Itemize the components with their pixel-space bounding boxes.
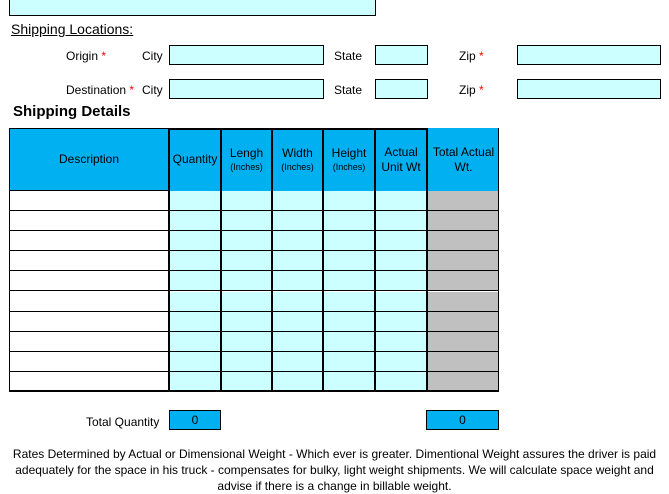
cell-length[interactable] [221,292,272,312]
cell-description[interactable] [9,271,169,291]
col-border-3 [271,128,273,392]
origin-zip-label [459,49,484,63]
origin-city-label: City [142,49,163,63]
origin-state-label: State [334,49,363,63]
cell-actual-unit-wt[interactable] [375,271,427,291]
cell-description[interactable] [9,251,169,271]
cell-actual-unit-wt[interactable] [375,251,427,271]
cell-length[interactable] [221,211,272,231]
shipping-details-table [9,128,499,392]
destination-zip-label [459,83,484,97]
table-top-border [168,128,428,130]
cell-actual-unit-wt[interactable] [375,352,427,372]
cell-height[interactable] [323,372,375,392]
header-width-unit: (Inches) [281,162,314,172]
cell-actual-unit-wt[interactable] [375,372,427,392]
cell-quantity[interactable] [169,332,221,352]
cell-quantity[interactable] [169,231,221,251]
cell-length[interactable] [221,372,272,392]
cell-length[interactable] [221,231,272,251]
cell-quantity[interactable] [169,372,221,392]
cell-height[interactable] [323,271,375,291]
cell-quantity[interactable] [169,191,221,211]
cell-height[interactable] [323,191,375,211]
cell-height[interactable] [323,312,375,332]
cell-total-actual-wt [427,191,499,211]
origin-label [66,49,106,63]
top-partial-input[interactable] [9,0,376,16]
total-quantity-label: Total Quantity [86,415,160,429]
origin-required-mark: * [101,49,107,63]
cell-quantity[interactable] [169,352,221,372]
destination-zip-input[interactable] [517,79,661,99]
cell-width[interactable] [272,312,323,332]
cell-description[interactable] [9,332,169,352]
cell-actual-unit-wt[interactable] [375,332,427,352]
shipping-locations-title: Shipping Locations: [11,21,134,37]
origin-zip-required-mark: * [479,49,484,63]
col-border-2 [220,128,222,392]
header-height [323,128,375,191]
cell-quantity[interactable] [169,211,221,231]
cell-description[interactable] [9,372,169,392]
header-height-label: Height [331,146,367,160]
cell-actual-unit-wt[interactable] [375,231,427,251]
col-border-5 [374,128,376,392]
cell-description[interactable] [9,352,169,372]
cell-description[interactable] [9,191,169,211]
total-actual-wt-value: 0 [426,410,499,430]
cell-height[interactable] [323,251,375,271]
cell-width[interactable] [272,352,323,372]
cell-length[interactable] [221,352,272,372]
cell-length[interactable] [221,332,272,352]
cell-total-actual-wt [427,372,499,392]
cell-width[interactable] [272,211,323,231]
cell-total-actual-wt [427,352,499,372]
cell-quantity[interactable] [169,292,221,312]
shipping-details-title: Shipping Details [13,103,131,120]
cell-height[interactable] [323,211,375,231]
cell-quantity[interactable] [169,251,221,271]
col-border-1 [168,128,170,392]
cell-total-actual-wt [427,292,499,312]
destination-state-label: State [334,83,363,97]
table-left-border [9,128,10,392]
cell-width[interactable] [272,231,323,251]
cell-total-actual-wt [427,251,499,271]
table-bottom-border [9,390,499,392]
cell-total-actual-wt [427,271,499,291]
destination-required-mark: * [129,83,135,97]
origin-city-input[interactable] [169,45,324,65]
header-width-label: Width [282,146,313,160]
col-border-4 [322,128,324,392]
origin-zip-label-text: Zip [459,49,476,63]
cell-width[interactable] [272,372,323,392]
destination-city-label: City [142,83,163,97]
cell-actual-unit-wt[interactable] [375,292,427,312]
cell-width[interactable] [272,292,323,312]
header-width [272,128,323,191]
destination-state-input[interactable] [375,79,428,99]
footer-note: Rates Determined by Actual or Dimensional Weight - Which ever is greater. Dimentional Weight assures the driver is paid adequately for the space in his truck - compensates for bulky, light weight shipments. We will calculate space weight and advise if there is a change in billable weight. [12,447,657,493]
cell-actual-unit-wt[interactable] [375,312,427,332]
destination-label [66,83,134,97]
cell-length[interactable] [221,251,272,271]
cell-height[interactable] [323,332,375,352]
cell-width[interactable] [272,251,323,271]
cell-description[interactable] [9,211,169,231]
origin-state-input[interactable] [375,45,428,65]
header-total-actual-wt: Total Actual Wt. [427,128,499,191]
header-actual-unit-wt: Actual Unit Wt [375,128,427,191]
total-quantity-value: 0 [169,410,221,430]
cell-length[interactable] [221,312,272,332]
table-right-border [498,128,499,392]
header-length-label: Lengh [229,146,264,160]
cell-height[interactable] [323,292,375,312]
header-length [221,128,272,191]
cell-total-actual-wt [427,312,499,332]
cell-actual-unit-wt[interactable] [375,211,427,231]
origin-zip-input[interactable] [517,45,661,65]
cell-height[interactable] [323,231,375,251]
cell-width[interactable] [272,332,323,352]
cell-length[interactable] [221,191,272,211]
cell-total-actual-wt [427,211,499,231]
header-quantity: Quantity [169,128,221,191]
origin-label-text: Origin [66,49,99,63]
header-length-unit: (Inches) [230,162,263,172]
cell-quantity[interactable] [169,312,221,332]
cell-description[interactable] [9,231,169,251]
cell-quantity[interactable] [169,271,221,291]
cell-description[interactable] [9,312,169,332]
destination-city-input[interactable] [169,79,324,99]
col-border-6 [426,128,428,392]
header-height-unit: (Inches) [332,162,366,172]
destination-zip-required-mark: * [479,83,484,97]
cell-actual-unit-wt[interactable] [375,191,427,211]
cell-length[interactable] [221,271,272,291]
destination-label-text: Destination [66,83,127,97]
cell-total-actual-wt [427,231,499,251]
header-description: Description [9,128,169,191]
destination-zip-label-text: Zip [459,83,476,97]
cell-width[interactable] [272,191,323,211]
cell-height[interactable] [323,352,375,372]
cell-width[interactable] [272,271,323,291]
cell-total-actual-wt [427,332,499,352]
cell-description[interactable] [9,292,169,312]
